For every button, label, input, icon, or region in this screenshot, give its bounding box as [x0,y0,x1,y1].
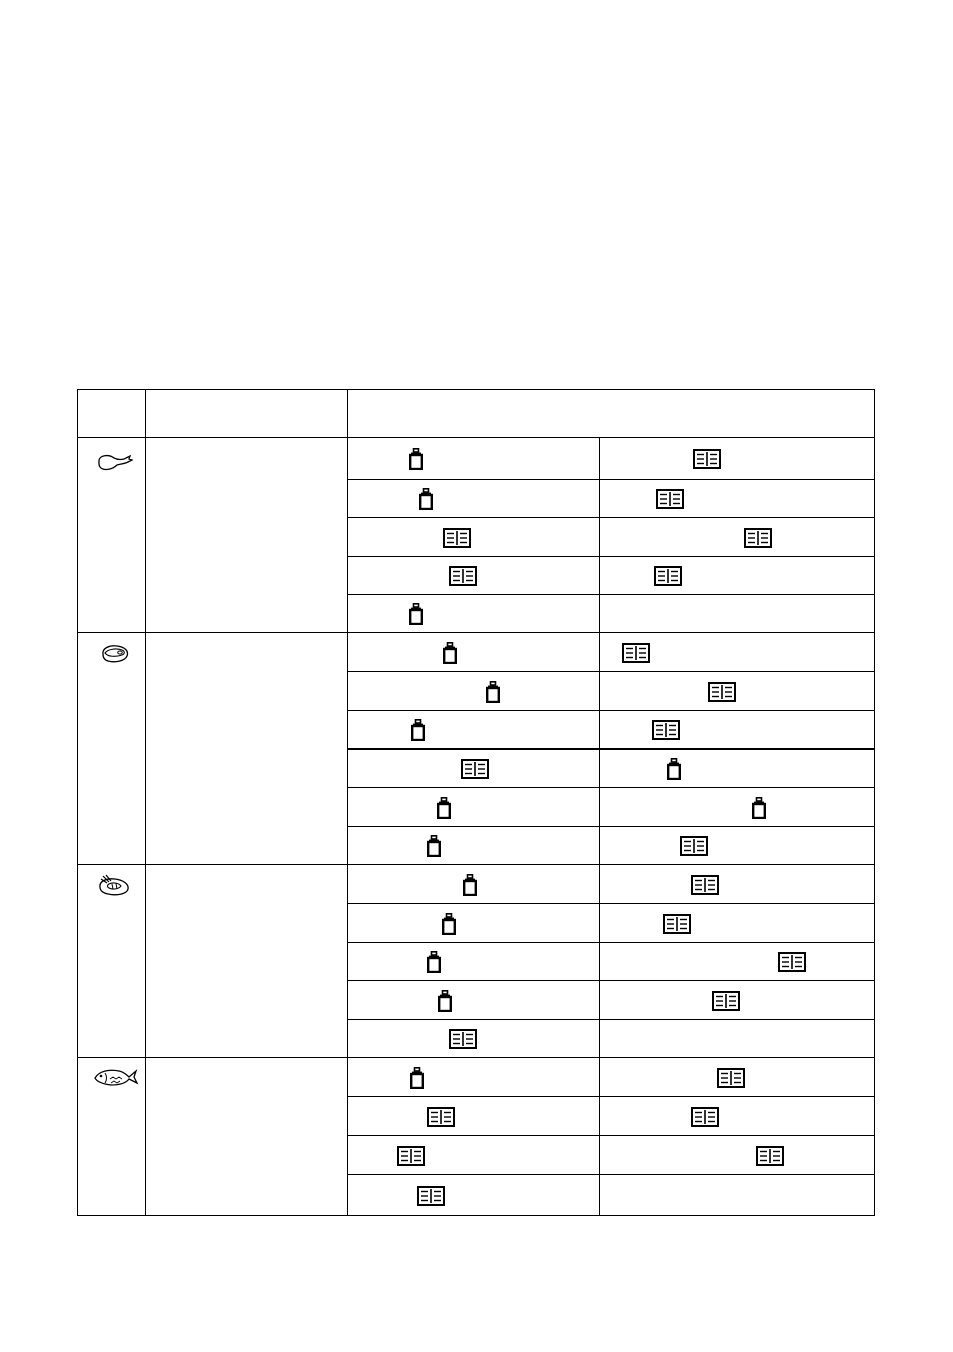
row-divider [348,1174,874,1175]
weight-icon [442,913,456,935]
book-icon [756,1146,784,1166]
weight-icon [410,1067,424,1089]
book-icon [461,759,489,779]
book-icon [654,566,682,586]
book-icon [778,952,806,972]
weight-icon [419,488,433,510]
weight-icon [667,758,681,780]
column-divider-1 [145,390,146,1215]
category-type-cell [148,1062,343,1082]
poultry-leg-icon [97,452,133,474]
header-cell-icon [78,390,145,437]
group-divider [78,864,874,865]
row-divider [348,594,874,595]
row-divider [348,1019,874,1020]
book-icon [708,682,736,702]
book-icon [622,643,650,663]
weight-icon [443,642,457,664]
weight-icon [463,874,477,896]
book-icon [656,489,684,509]
weight-icon [427,835,441,857]
column-divider-2 [347,390,348,1215]
row-divider [348,556,874,557]
row-divider [348,1135,874,1136]
book-icon [652,720,680,740]
row-divider [348,1096,874,1097]
book-icon [427,1107,455,1127]
weight-icon [486,681,500,703]
book-icon [744,528,772,548]
row-divider [348,710,874,711]
book-icon [449,1029,477,1049]
row-divider [348,748,874,750]
book-icon [693,449,721,469]
book-icon [691,875,719,895]
weight-icon [438,990,452,1012]
cooking-table [77,389,875,1216]
header-cell-type [146,390,347,437]
category-type-cell [148,442,343,462]
weight-icon [409,448,423,470]
fish-icon [93,1067,139,1087]
book-icon [691,1107,719,1127]
weight-icon [409,603,423,625]
category-type-cell [148,637,343,657]
header-cell-settings [348,390,874,437]
book-icon [417,1186,445,1206]
row-divider [348,903,874,904]
row-divider [348,980,874,981]
book-icon [449,566,477,586]
header-divider [78,437,874,438]
row-divider [348,826,874,827]
row-divider [348,671,874,672]
meat-steak-icon [100,643,130,665]
row-divider [348,787,874,788]
row-divider [348,517,874,518]
weight-icon [411,719,425,741]
weight-icon [427,951,441,973]
category-type-cell [148,869,343,889]
row-divider [348,479,874,480]
book-icon [717,1068,745,1088]
weight-icon [437,797,451,819]
shellfish-shrimp-icon [97,873,131,897]
book-icon [397,1146,425,1166]
group-divider [78,632,874,633]
book-icon [663,914,691,934]
row-divider [348,942,874,943]
book-icon [680,836,708,856]
weight-icon [752,797,766,819]
group-divider [78,1057,874,1058]
book-icon [443,528,471,548]
book-icon [712,991,740,1011]
